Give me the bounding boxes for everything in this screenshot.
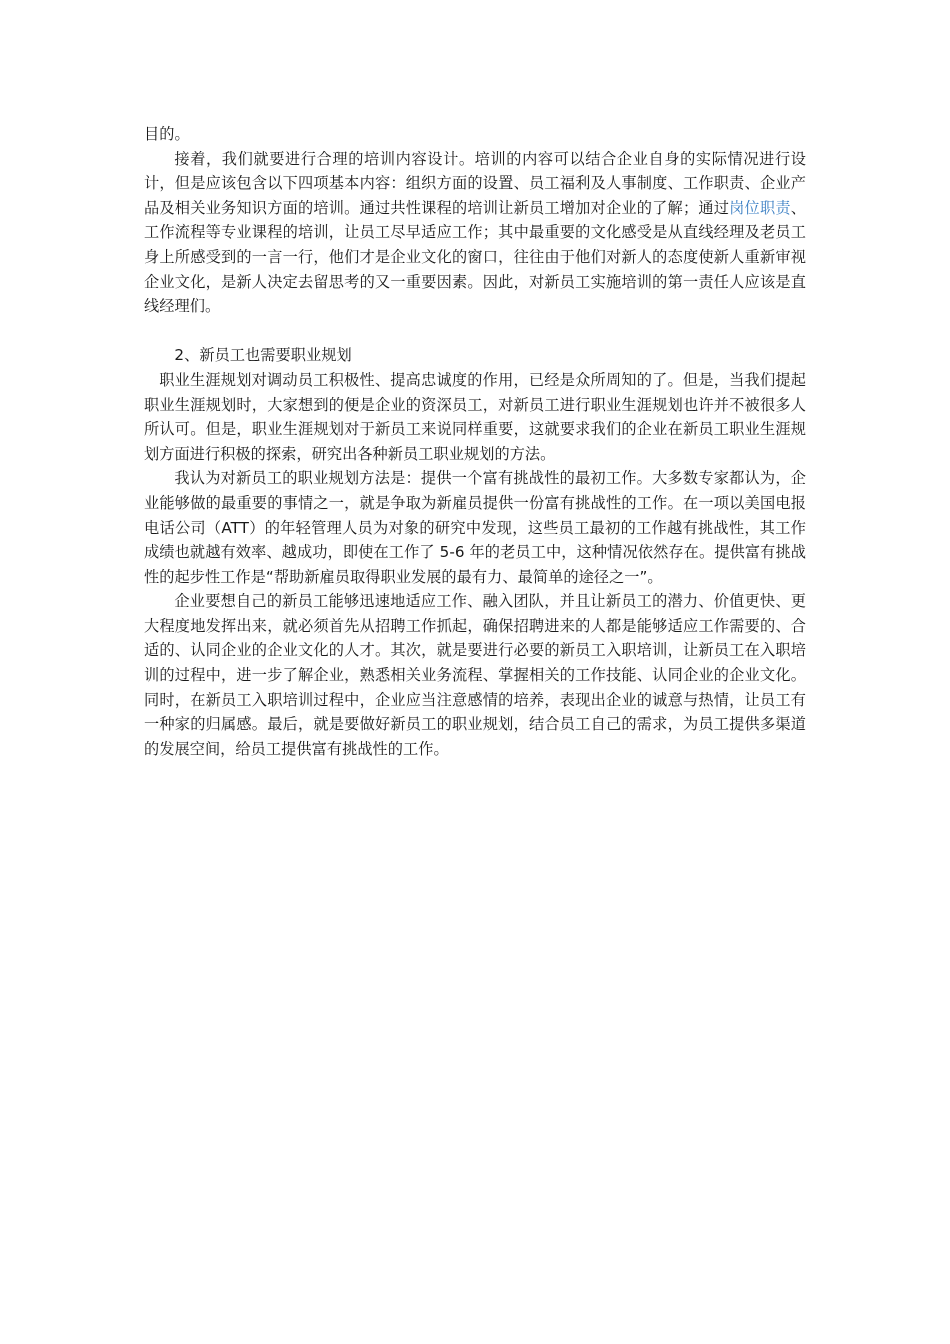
job-duties-link[interactable]: 岗位职责 (729, 198, 791, 217)
paragraph-training-content (144, 147, 806, 319)
section-heading: 2、新员工也需要职业规划 (174, 346, 352, 365)
paragraph-spacer (144, 319, 806, 344)
paragraph-challenging-work: 我认为对新员工的职业规划方法是：提供一个富有挑战性的最初工作。大多数专家都认为，企业能够做的最重要的事情之一，就是争取为新雇员提供一份富有挑战性的工作。在一项以美国电报电话公司（ATT）的年轻管理人员为对象的研究中发现，这些员工最初的工作越有挑战性，其工作成绩也就越有效率、越成功，即使在工作了 5-6 年的老员工中，这种情况依然存在。提供富有挑战性的起步性工作是“帮助新雇员取得职业发展的最有力、最简单的途径之一”。 (144, 469, 806, 586)
paragraph-text: 、工作流程等专业课程的培训，让员工尽早适应工作；其中最重要的文化感受是从直线经理及老员工身上所感受到的一言一行，他们才是企业文化的窗口，往往由于他们对新人的态度使新人重新审视企业文化，是新人决定去留思考的又一重要因素。因此，对新员工实施培训的第一责任人应该是直线经理们。 (144, 198, 807, 316)
paragraph-text: 接着，我们就要进行合理的培训内容设计。培训的内容可以结合企业自身的实际情况进行设计，但是应该包含以下四项基本内容：组织方面的设置、员工福利及人事制度、工作职责、企业产品及相关业务知识方面的培训。通过共性课程的培训让新员工增加对企业的了解；通过 (144, 149, 806, 217)
paragraph-career-planning: 职业生涯规划对调动员工积极性、提高忠诚度的作用，已经是众所周知的了。但是，当我们提起职业生涯规划时，大家想到的便是企业的资深员工，对新员工进行职业生涯规划也许并不被很多人所认可。但是，职业生涯规划对于新员工来说同样重要，这就要求我们的企业在新员工职业生涯规划方面进行积极的探索，研究出各种新员工职业规划的方法。 (144, 370, 806, 463)
document-page (144, 122, 806, 761)
paragraph-continuation: 目的。 (144, 125, 190, 143)
paragraph-conclusion: 企业要想自己的新员工能够迅速地适应工作、融入团队，并且让新员工的潜力、价值更快、更大程度地发挥出来，就必须首先从招聘工作抓起，确保招聘进来的人都是能够适应工作需要的、合适的、认同企业的企业文化的人才。其次，就是要进行必要的新员工入职培训，让新员工在入职培训的过程中，进一步了解企业，熟悉相关业务流程、掌握相关的工作技能、认同企业的企业文化。同时，在新员工入职培训过程中，企业应当注意感情的培养，表现出企业的诚意与热情，让员工有一种家的归属感。最后，就是要做好新员工的职业规划，结合员工自己的需求，为员工提供多渠道的发展空间，给员工提供富有挑战性的工作。 (144, 592, 806, 758)
